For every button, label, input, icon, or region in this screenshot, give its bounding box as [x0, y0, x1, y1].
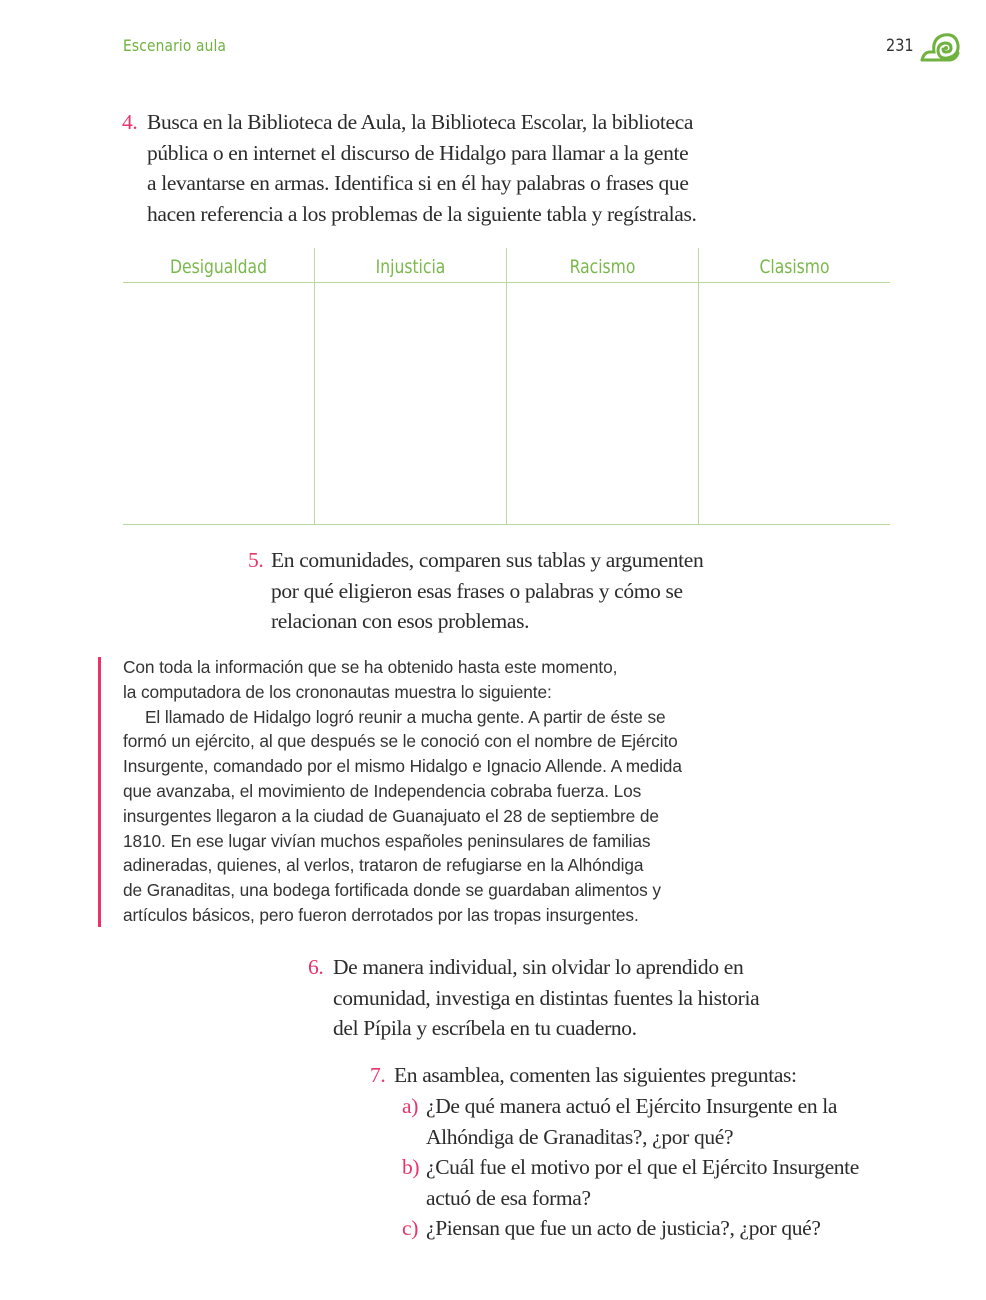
section-title: Escenario aula [123, 36, 227, 55]
question-a [402, 1091, 838, 1152]
question-letter: a) [402, 1094, 419, 1118]
column-divider [314, 248, 315, 525]
narrative-line: Insurgente, comandado por el mismo Hidalgo e Ignacio Allende. A medida [123, 756, 682, 777]
narrative-line: 1810. En ese lugar vivían muchos españoles peninsulares de familias [123, 830, 651, 851]
column-divider [698, 248, 699, 525]
activity-number: 7. [370, 1063, 386, 1087]
narrative-box [123, 655, 682, 928]
activity-text-line: comunidad, investiga en distintas fuentes la historia [333, 985, 760, 1010]
narrative-line: El llamado de Hidalgo logró reunir a mucha gente. A partir de éste se [145, 706, 666, 727]
activity-number: 6. [308, 955, 324, 979]
activity-text-line: pública o en internet el discurso de Hidalgo para llamar a la gente [147, 140, 689, 165]
activity-text-line: hacen referencia a los problemas de la siguiente tabla y regístralas. [147, 201, 697, 226]
column-header-injusticia: Injusticia [375, 256, 446, 278]
snail-spiral-icon [920, 30, 960, 64]
activity-number: 5. [248, 548, 264, 572]
page-number: 231 [886, 36, 914, 56]
narrative-line: de Granaditas, una bodega fortificada donde se guardaban alimentos y [123, 880, 661, 901]
narrative-line: la computadora de los crononautas muestra lo siguiente: [123, 681, 552, 702]
question-text-line: ¿Cuál fue el motivo por el que el Ejército Insurgente [426, 1155, 860, 1179]
narrative-line: formó un ejército, al que después se le conoció con el nombre de Ejército [123, 731, 678, 752]
activity-text-line: De manera individual, sin olvidar lo aprendido en [333, 955, 744, 979]
question-letter: b) [402, 1155, 420, 1179]
column-divider [506, 248, 507, 525]
activity-number: 4. [122, 110, 138, 134]
activity-7 [370, 1060, 797, 1091]
narrative-line: insurgentes llegaron a la ciudad de Guanajuato el 28 de septiembre de [123, 805, 659, 826]
narrative-accent-bar [98, 657, 101, 927]
column-header-racismo: Racismo [569, 256, 636, 278]
activity-text-line: relacionan con esos problemas. [271, 609, 530, 633]
narrative-line: que avanzaba, el movimiento de Independencia cobraba fuerza. Los [123, 780, 642, 801]
activity-text-line: a levantarse en armas. Identifica si en él hay palabras o frases que [147, 171, 689, 195]
problems-table [123, 248, 890, 525]
column-header-clasismo: Clasismo [759, 256, 830, 278]
question-b [402, 1152, 860, 1213]
question-text-line: ¿Piensan que fue un acto de justicia?, ¿por qué? [426, 1216, 821, 1240]
question-c [402, 1213, 821, 1244]
activity-text-line: por qué eligieron esas frases o palabras y cómo se [271, 578, 683, 603]
activity-4 [122, 107, 697, 229]
question-text-line: actuó de esa forma? [426, 1185, 591, 1210]
column-header-desigualdad: Desigualdad [169, 256, 267, 278]
activity-text-line: En comunidades, comparen sus tablas y argumenten [271, 548, 704, 572]
activity-6 [308, 952, 760, 1044]
question-text-line: ¿De qué manera actuó el Ejército Insurgente en la [426, 1094, 838, 1118]
activity-text-line: Busca en la Biblioteca de Aula, la Biblioteca Escolar, la biblioteca [147, 110, 694, 134]
question-text-line: Alhóndiga de Granaditas?, ¿por qué? [426, 1124, 734, 1149]
activity-text-line: del Pípila y escríbela en tu cuaderno. [333, 1016, 637, 1040]
narrative-line: adineradas, quienes, al verlos, trataron de refugiarse en la Alhóndiga [123, 855, 644, 876]
narrative-line: Con toda la información que se ha obtenido hasta este momento, [123, 657, 618, 677]
narrative-line: artículos básicos, pero fueron derrotados por las tropas insurgentes. [123, 904, 639, 925]
question-letter: c) [402, 1216, 419, 1240]
activity-intro: En asamblea, comenten las siguientes preguntas: [394, 1063, 797, 1087]
activity-5 [248, 545, 704, 637]
